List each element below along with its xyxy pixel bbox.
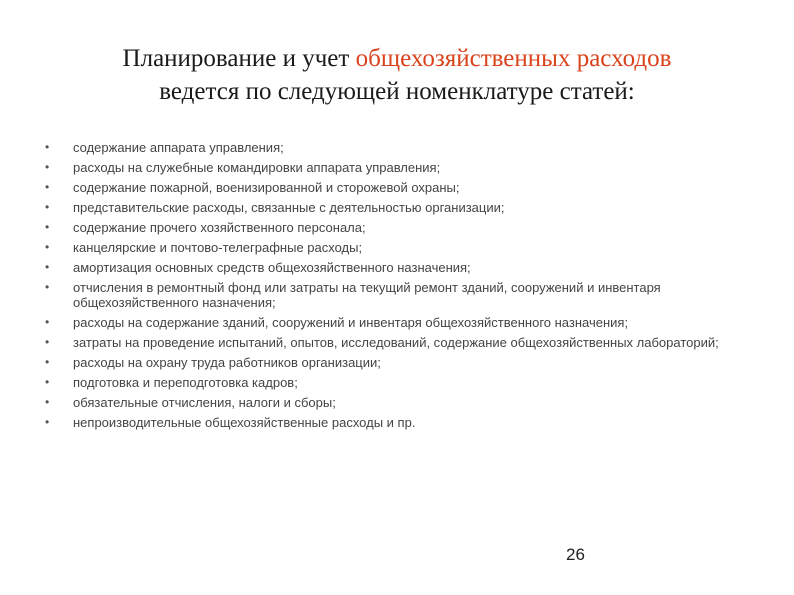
- list-item-text: затраты на проведение испытаний, опытов, исследований, содержание общехозяйственных лабораторий;: [73, 335, 719, 350]
- list-item: [45, 260, 745, 275]
- list-item-text: амортизация основных средств общехозяйственного назначения;: [73, 260, 471, 275]
- bullet-icon: •: [45, 180, 50, 194]
- bullet-icon: •: [45, 160, 50, 174]
- bullet-icon: •: [45, 260, 50, 274]
- list-item: [45, 375, 745, 390]
- title-plain-text: Планирование и учет: [122, 45, 356, 72]
- title-highlight-text: общехозяйственных расходов: [355, 45, 672, 72]
- bullet-icon: •: [45, 315, 50, 329]
- list-item-text: непроизводительные общехозяйственные расходы и пр.: [73, 415, 416, 430]
- bullet-icon: •: [45, 395, 50, 409]
- list-item: [45, 315, 745, 330]
- list-item-text: содержание пожарной, военизированной и сторожевой охраны;: [73, 180, 460, 195]
- list-item-text: подготовка и переподготовка кадров;: [73, 375, 298, 390]
- bullet-icon: •: [45, 415, 50, 429]
- list-item-text: канцелярские и почтово-телеграфные расходы;: [73, 240, 363, 255]
- list-item: [45, 160, 745, 175]
- list-item: [45, 280, 745, 310]
- list-item: [45, 240, 745, 255]
- bullet-icon: •: [45, 220, 50, 234]
- bullet-icon: •: [45, 280, 50, 294]
- bullet-icon: •: [45, 355, 50, 369]
- page-number: 26: [566, 545, 585, 564]
- list-item: [45, 140, 745, 155]
- list-item-text: отчисления в ремонтный фонд или затраты на текущий ремонт зданий, сооружений и инвентаря общехозяйственного назначения;: [73, 280, 661, 310]
- bullet-icon: •: [45, 200, 50, 214]
- list-item: [45, 355, 745, 370]
- list-item: [45, 180, 745, 195]
- bullet-icon: •: [45, 140, 50, 154]
- slide-title: [0, 42, 794, 108]
- title-line-1: [0, 42, 794, 75]
- list-item: [45, 200, 745, 215]
- bullet-icon: •: [45, 240, 50, 254]
- list-item: [45, 220, 745, 235]
- expense-items-list: [45, 140, 745, 435]
- list-item-text: обязательные отчисления, налоги и сборы;: [73, 395, 336, 410]
- list-item: [45, 415, 745, 430]
- bullet-icon: •: [45, 335, 50, 349]
- list-item: [45, 395, 745, 410]
- title-line-2: ведется по следующей номенклатуре статей:: [159, 78, 635, 105]
- list-item: [45, 335, 745, 350]
- list-item-text: представительские расходы, связанные с деятельностью организации;: [73, 200, 505, 215]
- list-item-text: расходы на содержание зданий, сооружений и инвентаря общехозяйственного назначения;: [73, 315, 629, 330]
- list-item-text: расходы на охрану труда работников организации;: [73, 355, 381, 370]
- list-item-text: содержание прочего хозяйственного персонала;: [73, 220, 366, 235]
- list-item-text: расходы на служебные командировки аппарата управления;: [73, 160, 441, 175]
- bullet-icon: •: [45, 375, 50, 389]
- list-item-text: содержание аппарата управления;: [73, 140, 284, 155]
